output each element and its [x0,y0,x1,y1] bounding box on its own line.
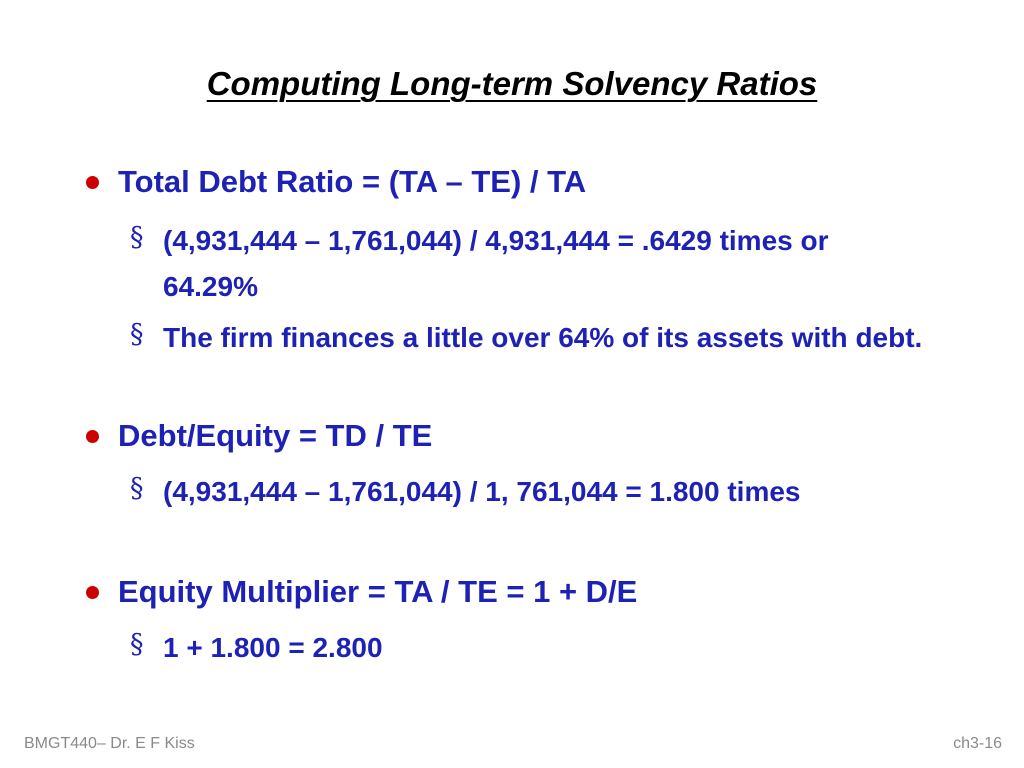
sub-item-text: (4,931,444 – 1,761,044) / 4,931,444 = .6429 times or 64.29% [163,225,829,302]
sub-item-text: (4,931,444 – 1,761,044) / 1, 761,044 = 1.800 times [163,476,801,507]
section-mark-icon: § [130,222,144,253]
bullet-text: Debt/Equity = TD / TE [118,418,433,453]
section-mark-icon: § [130,629,144,660]
slide-title: Computing Long-term Solvency Ratios [206,65,818,102]
sub-item-text: The firm finances a little over 64% of its assets with debt. [163,322,923,353]
footer-course-label: BMGT440– Dr. E F Kiss [24,735,195,752]
section-mark-icon: § [130,473,144,504]
sub-item-text: 1 + 1.800 = 2.800 [163,632,383,663]
bullet-dot-icon [86,586,99,599]
bullet-text: Equity Multiplier = TA / TE = 1 + D/E [118,574,638,609]
footer-page-number: ch3-16 [953,735,1002,752]
section-mark-icon: § [130,319,144,350]
bullet-dot-icon [86,176,99,189]
bullet-dot-icon [86,430,99,443]
bullet-text: Total Debt Ratio = (TA – TE) / TA [118,164,587,199]
